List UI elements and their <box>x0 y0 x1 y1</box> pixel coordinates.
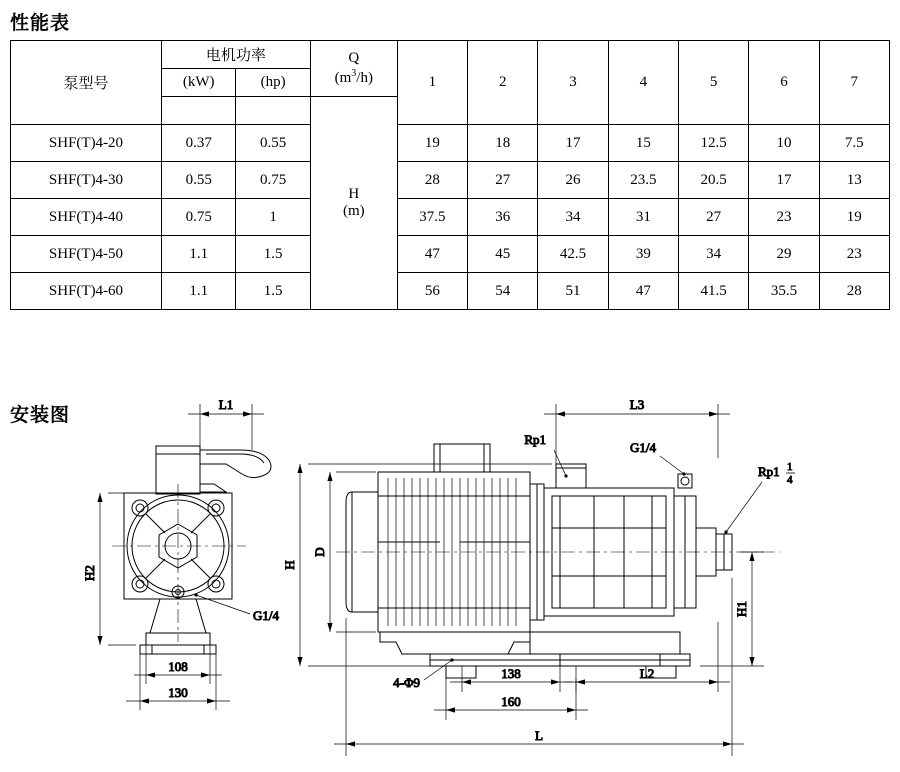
cell-value: 27 <box>678 199 748 236</box>
cell-value: 19 <box>397 125 467 162</box>
cell-value: 36 <box>468 199 538 236</box>
front-view-group <box>82 397 280 710</box>
page-title-performance: 性能表 <box>10 13 71 34</box>
label-108: 108 <box>168 659 188 674</box>
header-motor-power: 电机功率 <box>161 41 310 69</box>
label-g14-side: G1/4 <box>630 440 656 455</box>
header-flow-3: 3 <box>538 41 608 125</box>
header-q-unit-exponent: 3 <box>351 67 357 79</box>
label-l2: L2 <box>639 666 655 681</box>
dim-l3 <box>544 404 730 468</box>
cell-value: 39 <box>608 236 678 273</box>
cell-value: 23.5 <box>608 162 678 199</box>
cell-value: 20.5 <box>678 162 748 199</box>
cell-value: 27 <box>468 162 538 199</box>
cell-model: SHF(T)4-50 <box>11 236 162 273</box>
label-rp1-quarter-base: Rp1 <box>758 464 780 479</box>
header-kw: (kW) <box>161 69 235 97</box>
header-flow-5: 5 <box>678 41 748 125</box>
label-138: 138 <box>501 666 521 681</box>
cell-value: 13 <box>819 162 889 199</box>
cell-value: 28 <box>397 162 467 199</box>
header-model: 泵型号 <box>11 41 162 125</box>
header-hp-spacer <box>236 97 310 125</box>
header-flow-6: 6 <box>749 41 819 125</box>
cell-hp: 0.55 <box>236 125 310 162</box>
cell-value: 10 <box>749 125 819 162</box>
side-view-pump-body <box>544 464 732 616</box>
label-4-phi9: 4-Φ9 <box>393 675 420 690</box>
side-view-group <box>282 397 795 756</box>
label-160: 160 <box>501 694 521 709</box>
cell-value: 15 <box>608 125 678 162</box>
cell-value: 19 <box>819 199 889 236</box>
cell-value: 41.5 <box>678 273 748 310</box>
header-q-label: Q <box>348 50 360 67</box>
header-flow-2: 2 <box>468 41 538 125</box>
label-h2: H2 <box>82 565 97 581</box>
cell-kw: 1.1 <box>161 273 235 310</box>
cell-value: 56 <box>397 273 467 310</box>
header-h-unit-cell <box>310 97 397 310</box>
leader-g14-side <box>660 456 686 476</box>
cell-kw: 1.1 <box>161 236 235 273</box>
leader-g14-front <box>194 593 250 614</box>
cell-model: SHF(T)4-60 <box>11 273 162 310</box>
header-h-unit: (m) <box>342 203 365 219</box>
dim-h <box>297 464 552 666</box>
label-l: L <box>535 728 543 743</box>
dim-h2 <box>97 493 136 645</box>
cell-value: 17 <box>538 125 608 162</box>
label-rp1-quarter-denominator: 4 <box>787 474 793 486</box>
front-view-top-housing <box>156 446 271 494</box>
cell-model: SHF(T)4-20 <box>11 125 162 162</box>
header-q <box>310 41 397 97</box>
cell-value: 35.5 <box>749 273 819 310</box>
cell-value: 12.5 <box>678 125 748 162</box>
cell-value: 51 <box>538 273 608 310</box>
leader-4-phi9 <box>424 658 454 680</box>
header-flow-4: 4 <box>608 41 678 125</box>
cell-value: 23 <box>749 199 819 236</box>
header-flow-1: 1 <box>397 41 467 125</box>
cell-value: 45 <box>468 236 538 273</box>
cell-value: 42.5 <box>538 236 608 273</box>
cell-model: SHF(T)4-30 <box>11 162 162 199</box>
cell-hp: 1.5 <box>236 273 310 310</box>
leader-rp1-quarter <box>724 482 762 534</box>
cell-value: 54 <box>468 273 538 310</box>
cell-value: 28 <box>819 273 889 310</box>
header-h-label: H <box>348 185 360 202</box>
cell-value: 17 <box>749 162 819 199</box>
installation-drawing <box>0 392 900 772</box>
table-row <box>11 199 890 236</box>
cell-kw: 0.75 <box>161 199 235 236</box>
cell-value: 47 <box>608 273 678 310</box>
table-row <box>11 236 890 273</box>
cell-value: 47 <box>397 236 467 273</box>
label-g14-front: G1/4 <box>253 608 279 623</box>
label-h1: H1 <box>734 601 749 617</box>
label-rp1-quarter <box>758 461 795 486</box>
cell-kw: 0.37 <box>161 125 235 162</box>
cell-value: 18 <box>468 125 538 162</box>
label-rp1: Rp1 <box>524 432 546 447</box>
cell-value: 34 <box>678 236 748 273</box>
header-q-unit: $(m^3/h)$ <box>334 67 373 86</box>
cell-value: 7.5 <box>819 125 889 162</box>
front-view-base <box>140 599 216 654</box>
cell-hp: 1.5 <box>236 236 310 273</box>
cell-value: 29 <box>749 236 819 273</box>
table-row <box>11 273 890 310</box>
header-kw-spacer <box>161 97 235 125</box>
table-row <box>11 162 890 199</box>
label-l3: L3 <box>629 397 645 412</box>
cell-hp: 1 <box>236 199 310 236</box>
cell-model: SHF(T)4-40 <box>11 199 162 236</box>
cell-value: 31 <box>608 199 678 236</box>
cell-value: 37.5 <box>397 199 467 236</box>
label-d: D <box>312 547 327 557</box>
label-h: H <box>282 560 297 570</box>
table-header-row <box>11 41 890 69</box>
cell-value: 34 <box>538 199 608 236</box>
cell-value: 23 <box>819 236 889 273</box>
cell-value: 26 <box>538 162 608 199</box>
label-l1: L1 <box>218 397 234 412</box>
label-rp1-quarter-numerator: 1 <box>787 461 793 473</box>
header-hp: (hp) <box>236 69 310 97</box>
dim-l1 <box>188 404 264 460</box>
cell-kw: 0.55 <box>161 162 235 199</box>
table-row <box>11 125 890 162</box>
cell-hp: 0.75 <box>236 162 310 199</box>
page-title-installation: 安装图 <box>10 405 71 426</box>
label-130: 130 <box>168 685 188 700</box>
performance-table <box>10 40 890 310</box>
header-flow-7: 7 <box>819 41 889 125</box>
